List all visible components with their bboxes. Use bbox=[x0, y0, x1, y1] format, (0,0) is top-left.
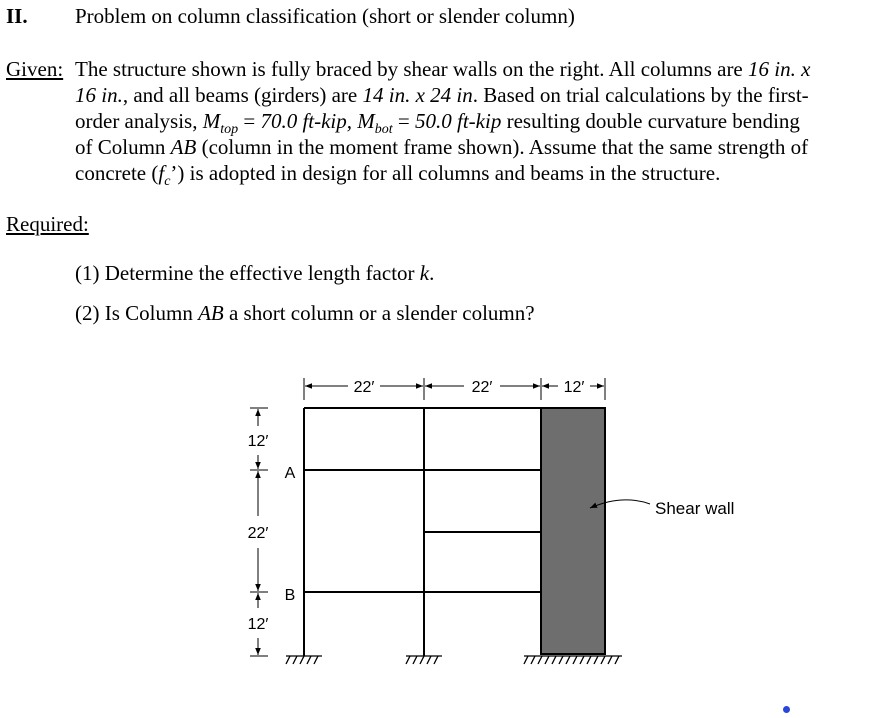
cursor-dot bbox=[783, 706, 790, 713]
top-dimension bbox=[304, 378, 605, 400]
frame-members bbox=[304, 408, 541, 656]
shear-wall-label: Shear wall bbox=[655, 499, 735, 518]
story-top-label: 12′ bbox=[247, 433, 269, 450]
question-2: (2) Is Column AB a short column or a slender column? bbox=[75, 301, 535, 325]
supports bbox=[286, 656, 622, 664]
story-mid-label: 22′ bbox=[247, 525, 269, 542]
section-number: II. bbox=[6, 4, 28, 28]
frame-figure bbox=[0, 360, 889, 680]
given-line-5: concrete $(f_c’)$ is adopted in design for all columns and beams in the structure. bbox=[75, 161, 721, 189]
section-title: Problem on column classification (short or slender column) bbox=[75, 4, 575, 28]
shear-wall bbox=[541, 408, 605, 654]
joint-a-label: A bbox=[284, 465, 296, 482]
joint-b-label: B bbox=[284, 587, 296, 604]
question-1: (1) Determine the effective length factor k. bbox=[75, 261, 435, 285]
required-label: Required: bbox=[6, 212, 89, 236]
span-2-label: 22′ bbox=[471, 379, 493, 396]
span-3-label: 12′ bbox=[563, 379, 585, 396]
given-label: Given: bbox=[6, 57, 64, 81]
story-bot-label: 12′ bbox=[247, 616, 269, 633]
given-line-1: The structure shown is fully braced by shear walls on the right. All columns are 16 in. x bbox=[75, 57, 811, 81]
given-line-2: 16 in., and all beams (girders) are 14 in. x 24 in. Based on trial calculations by the first- bbox=[75, 83, 809, 107]
given-line-3: order analysis, $M_{top} = 70.0$ ft-kip, $M_{bot} = 50.0$ ft-kip resulting double curvature bending bbox=[75, 109, 800, 137]
given-line-4: of Column AB (column in the moment frame shown). Assume that the same strength of bbox=[75, 135, 809, 159]
span-1-label: 22′ bbox=[353, 379, 375, 396]
